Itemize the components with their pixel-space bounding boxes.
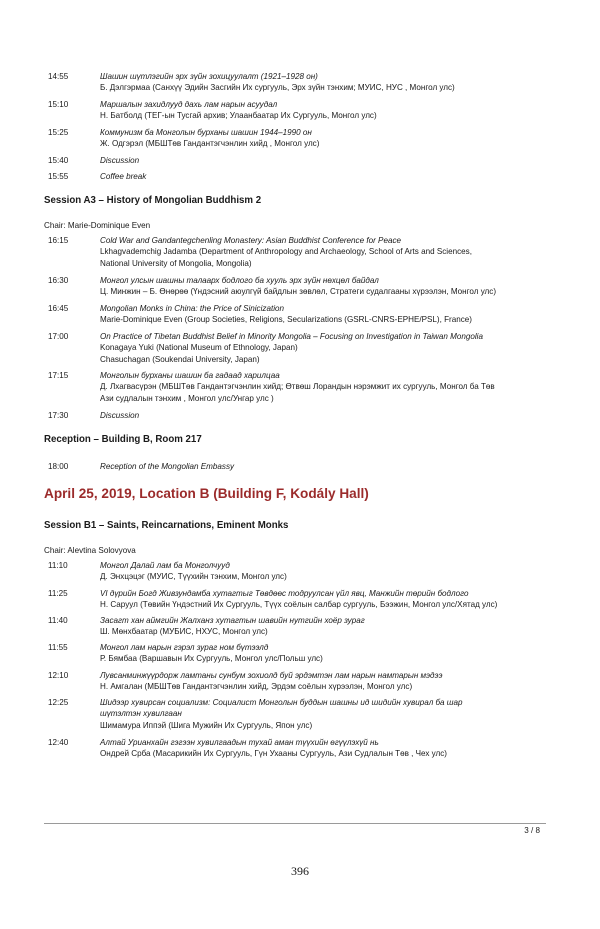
entry-speaker: Konagaya Yuki (National Museum of Ethnology, Japan): [100, 343, 298, 353]
entry-speaker: Р. Бямбаа (Варшавын Их Сургууль, Монгол улс/Польш улс): [100, 654, 323, 664]
entry-time: 12:10: [48, 671, 69, 680]
entry-speaker: Д. Лхагвасүрэн (МБШТөв Гандантэгчэнлин хийд; Өтвөш Лорандын нэрэмжит их сургууль, Монгол ба Төв: [100, 382, 495, 392]
program-entry: [48, 560, 568, 583]
entry-time: 15:55: [48, 172, 69, 181]
entry-title: Монгол улсын шашны талаарх бодлого ба хууль эрх зүйн нөхцөл байдал: [100, 276, 379, 285]
entry-time: 12:40: [48, 738, 69, 747]
entry-speaker: Н. Батболд (ТЕГ-ын Тусгай архив; Улаанбаатар Их Сургууль, Монгол улс): [100, 111, 377, 121]
entry-title: Шашин шүтлэгийн эрх зүйн зохицуулалт (1921–1928 он): [100, 72, 318, 81]
entry-time: 11:25: [48, 589, 68, 598]
entry-time: 15:25: [48, 128, 69, 137]
program-entry: [48, 642, 568, 665]
entry-title: Алтай Урианхайн гэгээн хувилгаадын тухай аман түүхийн өгүүлэхүй нь: [100, 738, 379, 747]
entry-speaker: Д. Энхцэцэг (МУИС, Түүхийн тэнхим, Монгол улс): [100, 572, 287, 582]
program-entry: [48, 461, 568, 472]
entry-time: 17:30: [48, 411, 69, 420]
program-entry: [48, 697, 568, 731]
entry-title: Лувсанминжүүрдорж ламтаны сунбум зохиолд буй эрдэмтэн лам нарын намтарын мэдээ: [100, 671, 443, 680]
session-b1-heading: Session B1 – Saints, Reincarnations, Eminent Monks: [44, 520, 289, 531]
entry-time: 12:25: [48, 698, 69, 707]
session-a3-heading: Session A3 – History of Mongolian Buddhism 2: [44, 195, 262, 206]
entry-title: Монгол Далай лам ба Монголчууд: [100, 561, 230, 570]
entry-time: 11:10: [48, 561, 68, 570]
program-entry: [48, 410, 568, 421]
entry-speaker: Н. Саруул (Төвийн Үндэстний Их Сургууль, Түүх соёлын салбар сургууль, Бээжин, Монгол улс/Хятад улс): [100, 600, 498, 610]
entry-title: шүтэлтэн хувилгаан: [100, 709, 182, 719]
program-entry: [48, 588, 568, 611]
entry-speaker: Lkhagvademchig Jadamba (Department of Anthropology and Archaeology, School of Arts and Sciences,: [100, 247, 472, 257]
entry-time: 14:55: [48, 72, 69, 81]
entry-speaker: Chasuchagan (Soukendai University, Japan): [100, 354, 260, 364]
program-entry: [48, 235, 568, 269]
entry-time: 17:15: [48, 371, 69, 380]
entry-speaker: Н. Амгалан (МБШТөв Гандантэгчэнлин хийд, Эрдэм соёлын хүрээлэн, Монгол улс): [100, 682, 413, 692]
entry-speaker: Шимамура Иппэй (Шига Мужийн Их Сургууль, Япон улс): [100, 720, 313, 730]
entry-time: 16:45: [48, 304, 69, 313]
entry-title: On Practice of Tibetan Buddhist Belief in Minority Mongolia – Focusing on Investigation in Taiwan Mongolia: [100, 332, 483, 341]
entry-speaker: Ази судлалын тэнхим , Монгол улс/Унгар улс ): [100, 393, 274, 403]
entry-title: Маршалын захидлууд дахь лам нарын асуудал: [100, 100, 278, 109]
entry-speaker: Marie-Dominique Even (Group Societies, Religions, Secularizations (GSRL-CNRS-EPHE/PSL), France): [100, 315, 472, 325]
entry-speaker: Ондрей Срба (Масарикийн Их Сургууль, Гүн Ухааны Сургууль, Ази Судлалын Төв , Чех улс): [100, 749, 448, 759]
entry-speaker: Ц. Минжин – Б. Өнөрөө (Үндэсний аюулгүй байдлын зөвлөл, Стратеги судалгааны хүрээлэн, Монгол улс): [100, 287, 497, 297]
session-b1-chair: Chair: Alevtina Solovyova: [44, 546, 136, 555]
footer-divider: [44, 823, 546, 824]
entry-title: VI дүрийн Богд Живзундамба хутагтыг Төвдөөс тодруулсан үйл явц, Манжийн төрийн бодлого: [100, 589, 469, 598]
session-a3-chair: Chair: Marie-Dominique Even: [44, 221, 151, 230]
entry-title: Засагт хан аймгийн Жалханз хутагтын шавийн нутгийн хоёр зураг: [100, 616, 365, 625]
entry-speaker: Ж. Одгэрэл (МБШТөв Гандантэгчэнлин хийд , Монгол улс): [100, 139, 320, 149]
entry-time: 16:30: [48, 276, 69, 285]
entry-title: Reception of the Mongolian Embassy: [100, 462, 235, 471]
reception-heading: Reception – Building B, Room 217: [44, 434, 202, 445]
date-heading: April 25, 2019, Location B (Building F, Kodály Hall): [44, 486, 369, 501]
entry-time: 11:55: [48, 643, 68, 652]
program-entry: [48, 737, 568, 760]
program-entry: [48, 303, 568, 326]
entry-speaker: National University of Mongolia, Mongolia): [100, 258, 252, 268]
program-entry: [48, 127, 568, 150]
entry-time: 17:00: [48, 332, 69, 341]
entry-title: Discussion: [100, 156, 140, 165]
entry-time: 15:40: [48, 156, 69, 165]
program-entry: [48, 155, 568, 166]
entry-time: 18:00: [48, 462, 69, 471]
program-entry: [48, 331, 568, 365]
entry-title: Монголын бурханы шашин ба гадаад харилцаа: [100, 371, 280, 380]
program-entry: [48, 99, 568, 122]
entry-title: Монгол лам нарын гэрэл зураг ном бүтээлд: [100, 643, 269, 652]
program-entry: [48, 275, 568, 298]
program-entry: [48, 670, 568, 693]
page-fraction: 3 / 8: [524, 826, 540, 835]
entry-title: Discussion: [100, 411, 140, 420]
program-entry: [48, 615, 568, 638]
page-number: 396: [291, 864, 309, 878]
entry-time: 15:10: [48, 100, 69, 109]
program-entry: [48, 171, 568, 182]
entry-title: Cold War and Gandantegchenling Monastery: Asian Buddhist Conference for Peace: [100, 236, 401, 245]
program-entry: [48, 71, 568, 94]
program-entry: [48, 370, 568, 404]
entry-title: Шидээр хувирсан социализм: Социалист Монголын буддын шашны ид шидийн хувирал ба шар: [100, 698, 463, 707]
entry-time: 11:40: [48, 616, 68, 625]
entry-speaker: Ш. Мөнхбаатар (МУБИС, НХУС, Монгол улс): [100, 627, 268, 637]
entry-speaker: Б. Дэлгэрмаа (Санхүү Эдийн Засгийн Их сургууль, Эрх зүйн тэнхим; МУИС, НУС , Монгол улс): [100, 83, 455, 93]
entry-title: Coffee break: [100, 172, 147, 181]
entry-title: Mongolian Monks in China: the Price of Sinicization: [100, 304, 285, 313]
entry-time: 16:15: [48, 236, 69, 245]
entry-title: Коммунизм ба Монголын бурханы шашин 1944–1990 он: [100, 128, 312, 137]
